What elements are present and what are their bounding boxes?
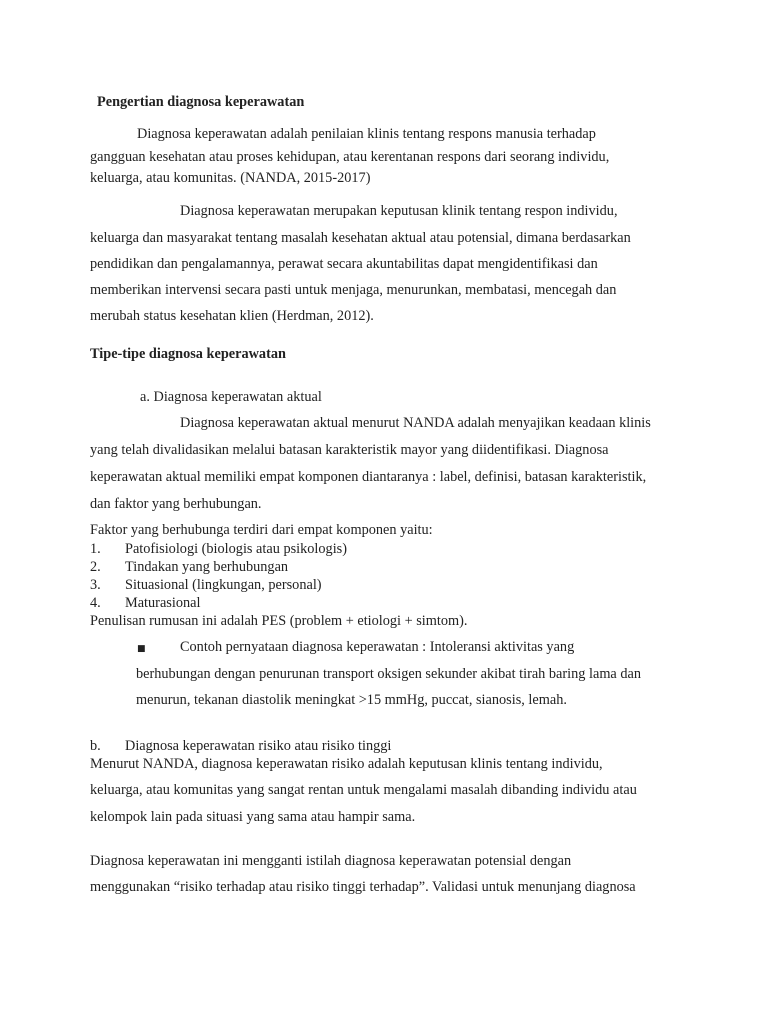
para2-line-5: merubah status kesehatan klien (Herdman, 2012). bbox=[90, 308, 374, 324]
para4-line-3: kelompok lain pada situasi yang sama atau hampir sama. bbox=[90, 809, 416, 825]
faktor-item-1-text: Patofisiologi (biologis atau psikologis) bbox=[125, 541, 347, 557]
para1-line-3: keluarga, atau komunitas. (NANDA, 2015-2017) bbox=[90, 170, 371, 186]
faktor-item-1-number: 1. bbox=[90, 541, 101, 557]
bullet-line-2: berhubungan dengan penurunan transport oksigen sekunder akibat tirah baring lama dan bbox=[136, 666, 641, 682]
subheading-a: a. Diagnosa keperawatan aktual bbox=[140, 389, 322, 405]
para4-line-1: Menurut NANDA, diagnosa keperawatan risiko adalah keputusan klinis tentang individu, bbox=[90, 756, 603, 772]
pes-statement: Penulisan rumusan ini adalah PES (problem + etiologi + simtom). bbox=[90, 613, 468, 629]
heading-tipe-tipe: Tipe-tipe diagnosa keperawatan bbox=[90, 346, 286, 362]
para1-line-1: Diagnosa keperawatan adalah penilaian klinis tentang respons manusia terhadap bbox=[137, 126, 596, 142]
faktor-item-4-text: Maturasional bbox=[125, 595, 201, 611]
para5-line-2: menggunakan “risiko terhadap atau risiko tinggi terhadap”. Validasi untuk menunjang diagnosa bbox=[90, 879, 636, 895]
faktor-item-3-number: 3. bbox=[90, 577, 101, 593]
faktor-item-2-number: 2. bbox=[90, 559, 101, 575]
faktor-item-2-text: Tindakan yang berhubungan bbox=[125, 559, 289, 575]
para4-line-2: keluarga, atau komunitas yang sangat rentan untuk mengalami masalah dibanding individu atau bbox=[90, 782, 637, 798]
square-bullet-icon: ■ bbox=[137, 644, 146, 654]
subheading-b-number: b. bbox=[90, 738, 101, 754]
para3-line-2: yang telah divalidasikan melalui batasan karakteristik mayor yang diidentifikasi. Diagnosa bbox=[90, 442, 609, 458]
bullet-line-1: Contoh pernyataan diagnosa keperawatan : Intoleransi aktivitas yang bbox=[180, 639, 575, 655]
para2-line-3: pendidikan dan pengalamannya, perawat secara akuntabilitas dapat mengidentifikasi dan bbox=[90, 256, 598, 272]
para3-line-4: dan faktor yang berhubungan. bbox=[90, 496, 262, 512]
para3-line-1: Diagnosa keperawatan aktual menurut NANDA adalah menyajikan keadaan klinis bbox=[180, 415, 651, 431]
para1-line-2: gangguan kesehatan atau proses kehidupan, atau kerentanan respons dari seorang individu, bbox=[90, 149, 610, 165]
faktor-item-4-number: 4. bbox=[90, 595, 101, 611]
para2-line-1: Diagnosa keperawatan merupakan keputusan klinik tentang respon individu, bbox=[180, 203, 618, 219]
faktor-item-3-text: Situasional (lingkungan, personal) bbox=[125, 577, 322, 593]
para2-line-4: memberikan intervensi secara pasti untuk menjaga, menurunkan, membatasi, mencegah dan bbox=[90, 282, 617, 298]
para3-line-3: keperawatan aktual memiliki empat komponen diantaranya : label, definisi, batasan karakteristik, bbox=[90, 469, 647, 485]
para5-line-1: Diagnosa keperawatan ini mengganti istilah diagnosa keperawatan potensial dengan bbox=[90, 853, 572, 869]
faktor-intro: Faktor yang berhubunga terdiri dari empat komponen yaitu: bbox=[90, 522, 433, 538]
subheading-b-text: Diagnosa keperawatan risiko atau risiko tinggi bbox=[125, 738, 392, 754]
para2-line-2: keluarga dan masyarakat tentang masalah kesehatan aktual atau potensial, dimana berdasarkan bbox=[90, 230, 631, 246]
bullet-line-3: menurun, tekanan diastolik meningkat >15 mmHg, puccat, sianosis, lemah. bbox=[136, 692, 567, 708]
heading-pengertian: Pengertian diagnosa keperawatan bbox=[97, 94, 305, 110]
